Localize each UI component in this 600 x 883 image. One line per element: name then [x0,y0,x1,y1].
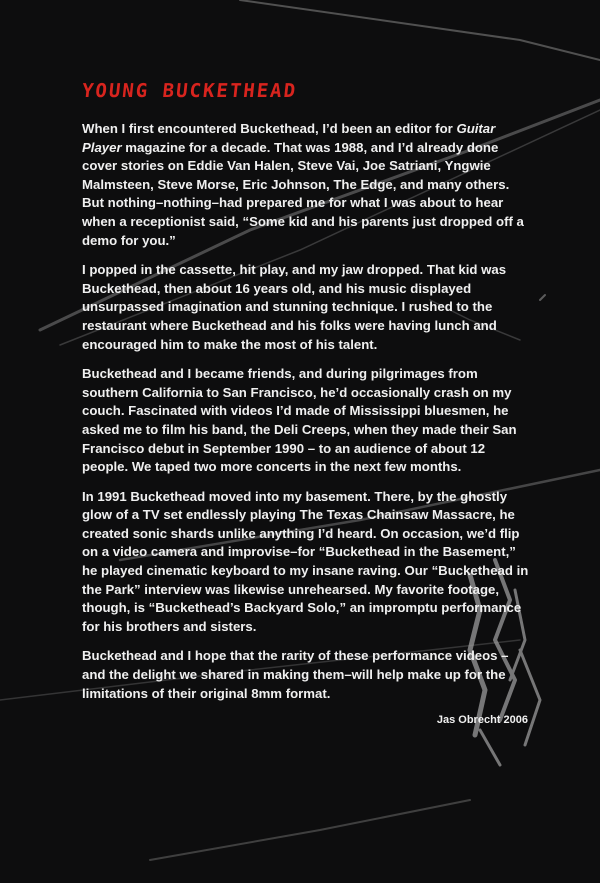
magazine-name: Guitar Player [82,121,496,155]
paragraph-3: Buckethead and I became friends, and during pilgrimages from southern California to San Francisco, he’d occasionally crash on my couch. Fascinated with videos I’d made of Mississippi bluesmen, he asked me to film his band, the Deli Creeps, when they made their San Francisco debut in September 1990 – to an audience of about 12 people. We taped two more concerts in the next few months. [82,366,517,475]
paragraph-4: In 1991 Buckethead moved into my basement. There, by the ghostly glow of a TV set endlessly playing The Texas Chainsaw Massacre, he created sonic shards unlike anything I’d heard. On occasion, we’d flip on a video camera and improvise–for “Buckethead in the Basement,” he played cinematic keyboard to my insane raving. Our “Buckethead in the Park” interview was likewise unrehearsed. My favorite footage, though, is “Buckethead’s Backyard Solo,” an impromptu performance for his brothers and sisters. [82,488,529,634]
paragraph-1-start: When I first encountered Buckethead, I’d been an editor for [82,121,457,136]
paragraph-5: Buckethead and I hope that the rarity of these performance videos – and the delight we shared in making them–will help make up for the limitations of their original 8mm format. [82,648,509,701]
paragraph-1 [82,120,532,250]
paragraph-1-end: magazine for a decade. That was 1988, and I’d already done cover stories on Eddie Van Halen, Steve Vai, Joe Satriani, Yngwie Malmsteen, Steve Morse, Eric Johnson, The Edge, and many others. But nothing–nothing–had prepared me for what I was about to hear when a receptionist said, “Some kid and his parents just dropped off a demo for you.” [82,139,524,248]
article-title: YOUNG BUCKETHEAD [80,80,299,102]
article [82,80,532,726]
author-signature: Jas Obrecht 2006 [436,714,528,727]
paragraph-2: I popped in the cassette, hit play, and my jaw dropped. That kid was Buckethead, then about 16 years old, and his music displayed unsurpassed imagination and stunning technique. I rushed to the restaurant where Buckethead and his folks were having lunch and encouraged him to make the most of his talent. [82,262,507,352]
